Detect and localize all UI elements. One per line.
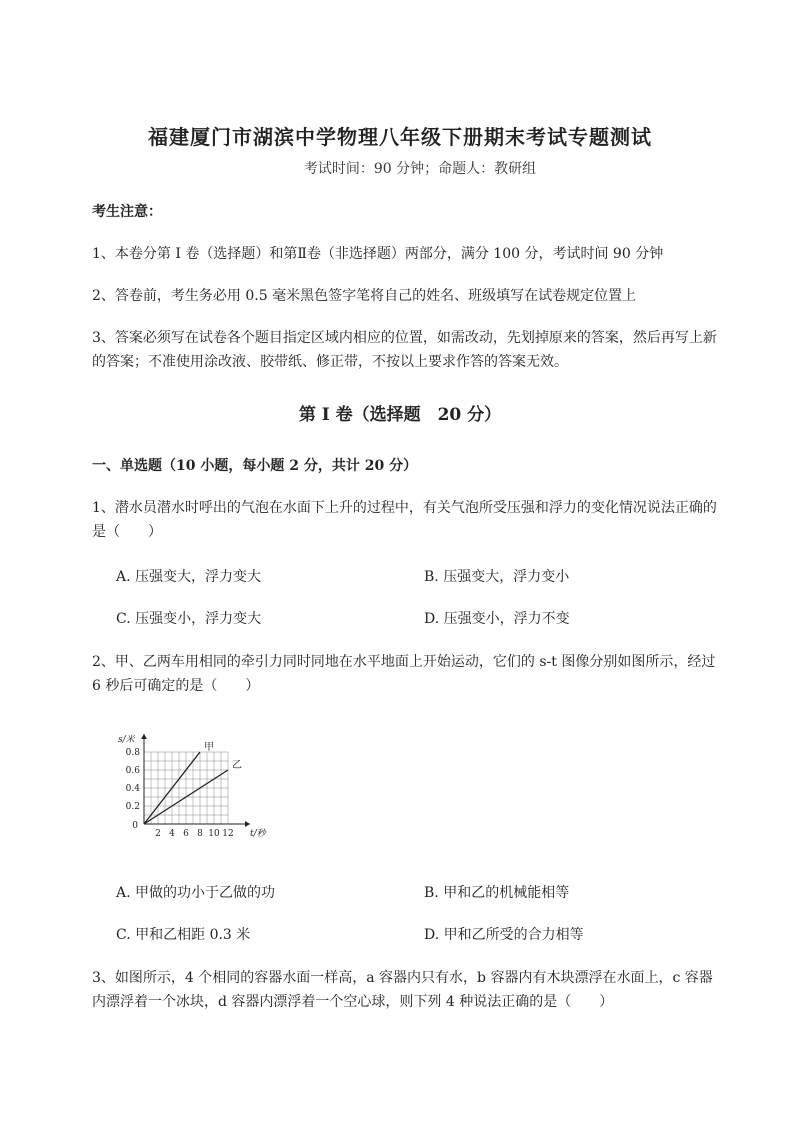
question-2-option-c: C. 甲和乙相距 0.3 米 <box>116 927 251 943</box>
x-axis-arrow <box>245 821 250 827</box>
s-t-graph <box>110 728 280 840</box>
series-label-1: 甲 <box>204 742 214 753</box>
question-2-option-b: B. 甲和乙的机械能相等 <box>424 885 570 901</box>
x-tick-label: 8 <box>197 829 203 839</box>
series-label-2: 乙 <box>232 760 242 771</box>
question-1-option-b: B. 压强变大，浮力变小 <box>424 569 570 585</box>
exam-info: 考试时间：90 分钟；命题人：教研组 <box>303 161 537 177</box>
x-tick-label: 10 <box>208 829 220 839</box>
notice-item-1: 1、本卷分第 I 卷（选择题）和第Ⅱ卷（非选择题）两部分，满分 100 分，考试时间 90 分钟 <box>92 246 664 262</box>
question-3-stem: 3、如图所示，4 个相同的容器水面一样高，a 容器内只有水，b 容器内有木块漂浮在水面上，c 容器内漂浮着一个冰块，d 容器内漂浮着一个空心球，则下列 4 种说法正确的是（ ） <box>92 970 713 1010</box>
question-1-option-a: A. 压强变大，浮力变大 <box>116 569 262 585</box>
notice-item-3: 3、答案必须写在试卷各个题目指定区域内相应的位置，如需改动，先划掉原来的答案，然后再写上新的答案；不准使用涂改液、胶带纸、修正带，不按以上要求作答的答案无效。 <box>92 330 717 370</box>
y-tick-label: 0.4 <box>125 784 140 794</box>
origin-label: 0 <box>132 821 138 831</box>
question-2-option-d: D. 甲和乙所受的合力相等 <box>424 927 584 943</box>
y-tick-label: 0.8 <box>125 748 140 758</box>
question-2-stem: 2、甲、乙两车用相同的牵引力同时同地在水平地面上开始运动，它们的 s-t 图像分别如图所示，经过 6 秒后可确定的是（ ） <box>92 654 716 694</box>
part-heading: 一、单选题（10 小题，每小题 2 分，共计 20 分） <box>92 458 418 474</box>
section-title: 第 I 卷（选择题 20 分） <box>298 405 502 425</box>
question-2-option-a: A. 甲做的功小于乙做的功 <box>116 885 276 901</box>
page-title: 福建厦门市湖滨中学物理八年级下册期末考试专题测试 <box>148 125 652 149</box>
x-tick-label: 4 <box>169 829 175 839</box>
y-axis-arrow <box>141 734 147 739</box>
y-tick-label: 0.6 <box>125 766 140 776</box>
notice-heading: 考生注意： <box>92 204 162 220</box>
question-1-stem: 1、潜水员潜水时呼出的气泡在水面下上升的过程中，有关气泡所受压强和浮力的变化情况说法正确的是（ ） <box>92 500 717 540</box>
y-axis-label: s/米 <box>118 735 135 745</box>
x-tick-label: 12 <box>222 829 234 839</box>
x-tick-label: 2 <box>155 829 161 839</box>
x-axis-label: t/秒 <box>250 829 266 839</box>
y-tick-label: 0.2 <box>125 802 140 812</box>
x-tick-label: 6 <box>183 829 189 839</box>
notice-item-2: 2、答卷前，考生务必用 0.5 毫米黑色签字笔将自己的姓名、班级填写在试卷规定位置上 <box>92 288 637 304</box>
question-1-option-c: C. 压强变小，浮力变大 <box>116 611 262 627</box>
question-1-option-d: D. 压强变小，浮力不变 <box>424 611 570 627</box>
